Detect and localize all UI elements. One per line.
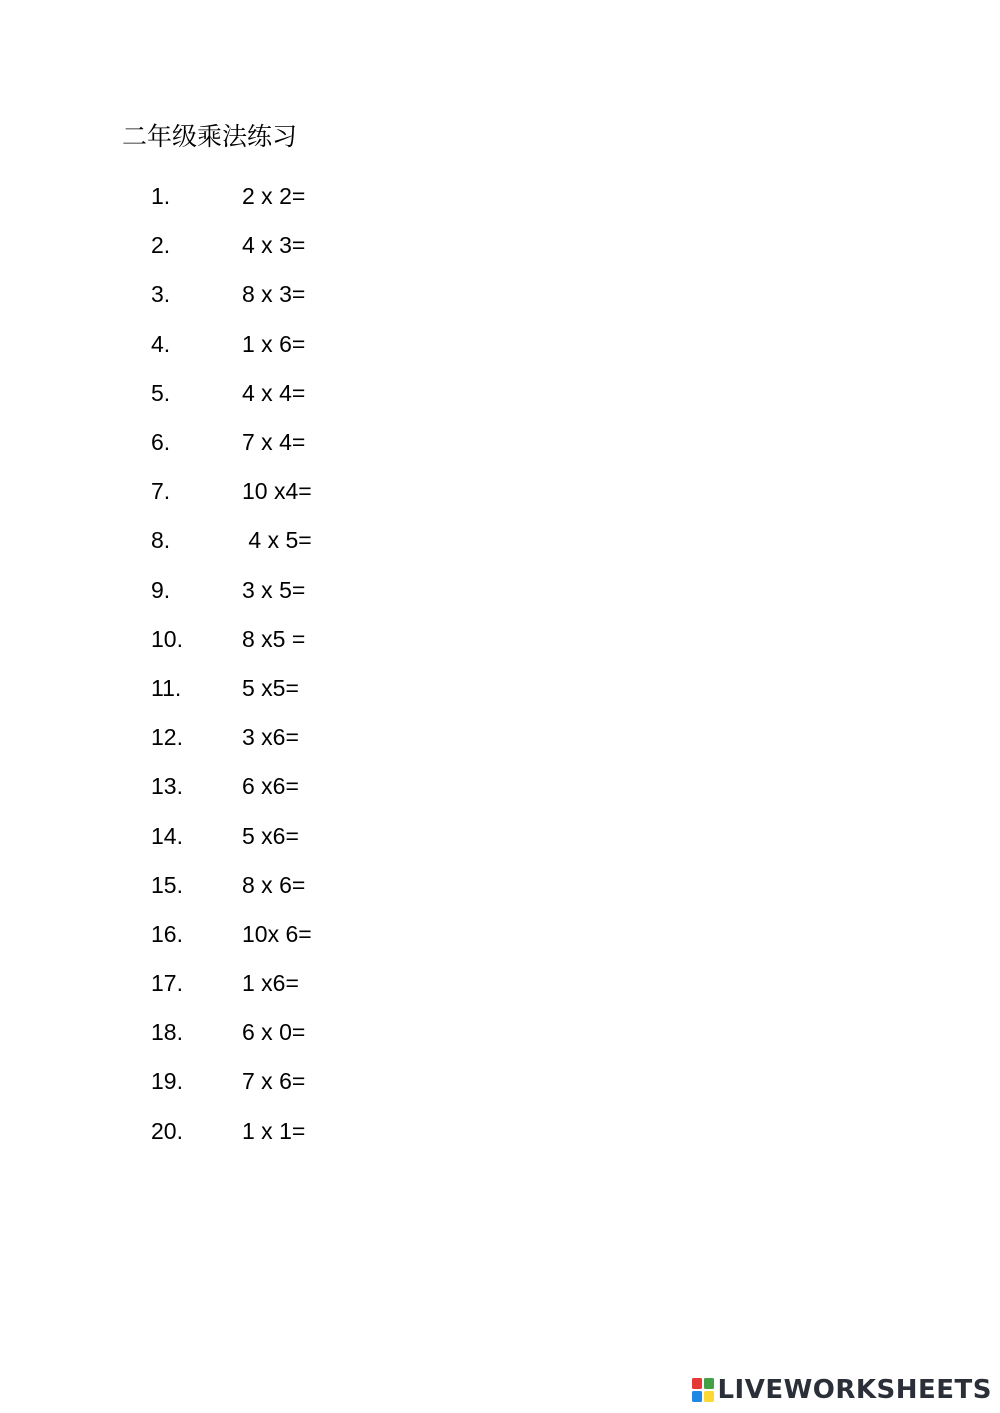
worksheet-title: 二年级乘法练习	[122, 122, 298, 151]
problem-expression: 6 x 0=	[242, 1019, 306, 1046]
problem-row	[151, 861, 312, 910]
problem-number: 20.	[151, 1117, 183, 1144]
problem-number: 7.	[151, 478, 171, 505]
problem-expression: 8 x 6=	[242, 871, 306, 898]
problem-expression: 1 x 1=	[242, 1117, 306, 1144]
problem-number: 2.	[151, 232, 171, 259]
problem-expression: 8 x5 =	[242, 625, 306, 652]
problem-row	[151, 320, 312, 369]
problem-expression: 1 x 6=	[242, 330, 306, 357]
problem-row	[151, 221, 312, 270]
problem-number: 5.	[151, 379, 171, 406]
problem-expression: 1 x6=	[242, 970, 299, 997]
liveworksheets-logo-icon	[692, 1378, 714, 1402]
problem-expression: 3 x6=	[242, 724, 299, 751]
problem-number: 15.	[151, 871, 183, 898]
problem-expression: 2 x 2=	[242, 183, 306, 210]
problem-expression: 5 x5=	[242, 674, 299, 701]
problem-number: 16.	[151, 920, 183, 947]
problem-number: 6.	[151, 429, 171, 456]
problem-row	[151, 1008, 312, 1057]
problem-number: 9.	[151, 576, 171, 603]
problem-number: 18.	[151, 1019, 183, 1046]
problem-row	[151, 615, 312, 664]
problem-number: 10.	[151, 625, 183, 652]
problem-row	[151, 811, 312, 860]
problem-expression: 7 x 6=	[242, 1068, 306, 1095]
problem-expression: 4 x 4=	[242, 379, 306, 406]
problem-row	[151, 270, 312, 319]
problem-expression: 5 x6=	[242, 822, 299, 849]
problem-number: 11.	[151, 674, 182, 701]
problem-row	[151, 172, 312, 221]
problem-row	[151, 1057, 312, 1106]
liveworksheets-branding	[692, 1373, 992, 1407]
problem-expression: 8 x 3=	[242, 281, 306, 308]
problem-row	[151, 762, 312, 811]
problem-number: 14.	[151, 822, 183, 849]
problem-number: 17.	[151, 970, 183, 997]
problem-expression: 10x 6=	[242, 920, 312, 947]
problem-number: 4.	[151, 330, 171, 357]
problem-row	[151, 1107, 312, 1156]
problem-row	[151, 959, 312, 1008]
problem-number: 1.	[151, 183, 171, 210]
problem-expression: 3 x 5=	[242, 576, 306, 603]
problem-list	[151, 172, 312, 1156]
problem-row	[151, 467, 312, 516]
problem-row	[151, 713, 312, 762]
problem-expression: 4 x 3=	[242, 232, 306, 259]
problem-expression: 4 x 5=	[242, 527, 312, 554]
problem-expression: 7 x 4=	[242, 429, 306, 456]
problem-row	[151, 418, 312, 467]
problem-row	[151, 664, 312, 713]
problem-number: 13.	[151, 773, 183, 800]
problem-row	[151, 369, 312, 418]
problem-expression: 6 x6=	[242, 773, 299, 800]
brand-name: LIVEWORKSHEETS	[717, 1375, 992, 1405]
problem-expression: 10 x4=	[242, 478, 312, 505]
problem-number: 12.	[151, 724, 183, 751]
problem-row	[151, 566, 312, 615]
problem-number: 8.	[151, 527, 171, 554]
problem-number: 19.	[151, 1068, 183, 1095]
problem-number: 3.	[151, 281, 171, 308]
problem-row	[151, 516, 312, 565]
problem-row	[151, 910, 312, 959]
